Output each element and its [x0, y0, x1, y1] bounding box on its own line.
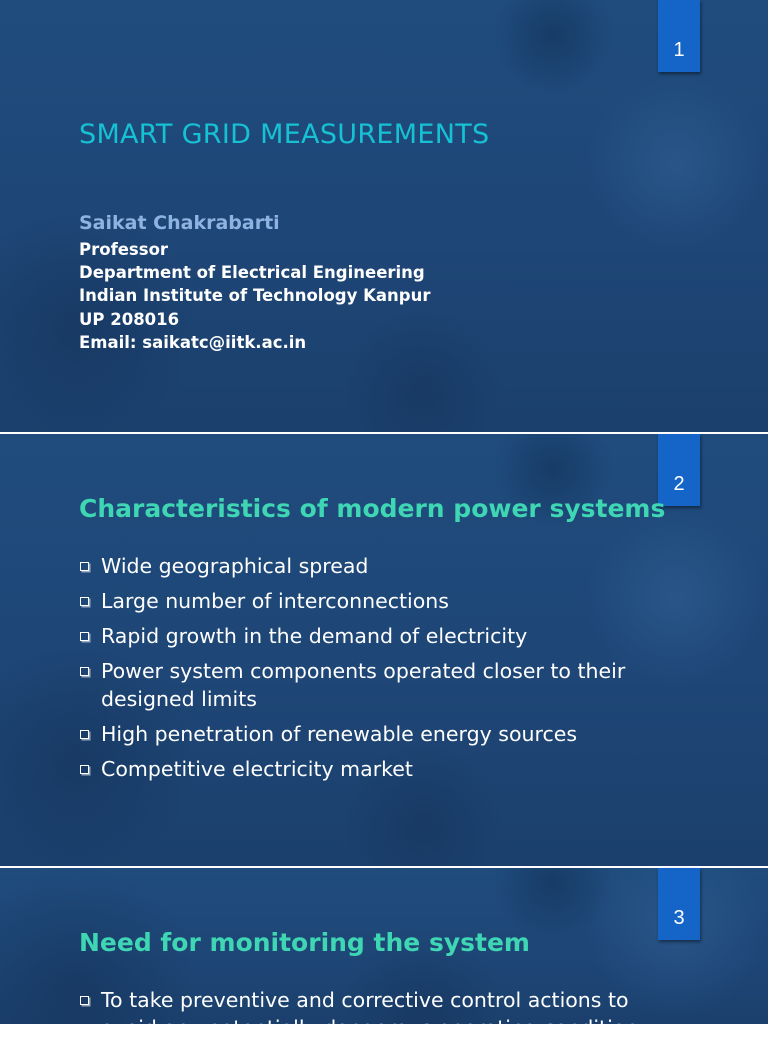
square-bullet-icon	[80, 667, 89, 676]
slide-heading: Need for monitoring the system	[79, 928, 530, 957]
slide-1	[0, 0, 768, 432]
bullet-list	[79, 986, 689, 1049]
slide-3	[0, 868, 768, 1040]
square-bullet-icon	[80, 562, 89, 571]
list-item-text: Wide geographical spread	[101, 554, 369, 578]
bullet-list	[79, 552, 669, 790]
list-item-text: To take preventive and corrective control actions to avoid any potentially dangerous operating condition	[101, 988, 639, 1040]
slide-heading: Characteristics of modern power systems	[79, 494, 666, 523]
slide-number-tab	[658, 868, 700, 940]
list-item	[79, 657, 669, 713]
slide-2	[0, 434, 768, 866]
slide-number: 3	[673, 907, 685, 929]
slide-number-tab	[658, 0, 700, 72]
list-item-text: High penetration of renewable energy sources	[101, 722, 578, 746]
author-info	[79, 238, 430, 354]
list-item	[79, 755, 669, 783]
slide-number: 1	[673, 39, 685, 61]
list-item	[79, 986, 689, 1042]
list-item-text: Rapid growth in the demand of electricity	[101, 624, 528, 648]
list-item	[79, 622, 669, 650]
slide-number: 2	[673, 473, 685, 495]
author-position: Professor	[79, 240, 169, 259]
list-item	[79, 552, 669, 580]
square-bullet-icon	[80, 597, 89, 606]
presentation-title: SMART GRID MEASUREMENTS	[79, 119, 490, 150]
list-item-text: Large number of interconnections	[101, 589, 449, 613]
square-bullet-icon	[80, 632, 89, 641]
square-bullet-icon	[80, 730, 89, 739]
author-email: Email: saikatc@iitk.ac.in	[79, 332, 307, 352]
list-item	[79, 587, 669, 615]
square-bullet-icon	[80, 996, 89, 1005]
author-institute: Indian Institute of Technology Kanpur	[79, 286, 431, 306]
list-item	[79, 720, 669, 748]
author-name: Saikat Chakrabarti	[79, 212, 280, 234]
list-item-text: Competitive electricity market	[101, 757, 413, 781]
list-item-text: Power system components operated closer to their designed limits	[101, 659, 626, 711]
author-department: Department of Electrical Engineering	[79, 263, 425, 283]
square-bullet-icon	[80, 765, 89, 774]
author-postal-code: UP 208016	[79, 309, 180, 329]
